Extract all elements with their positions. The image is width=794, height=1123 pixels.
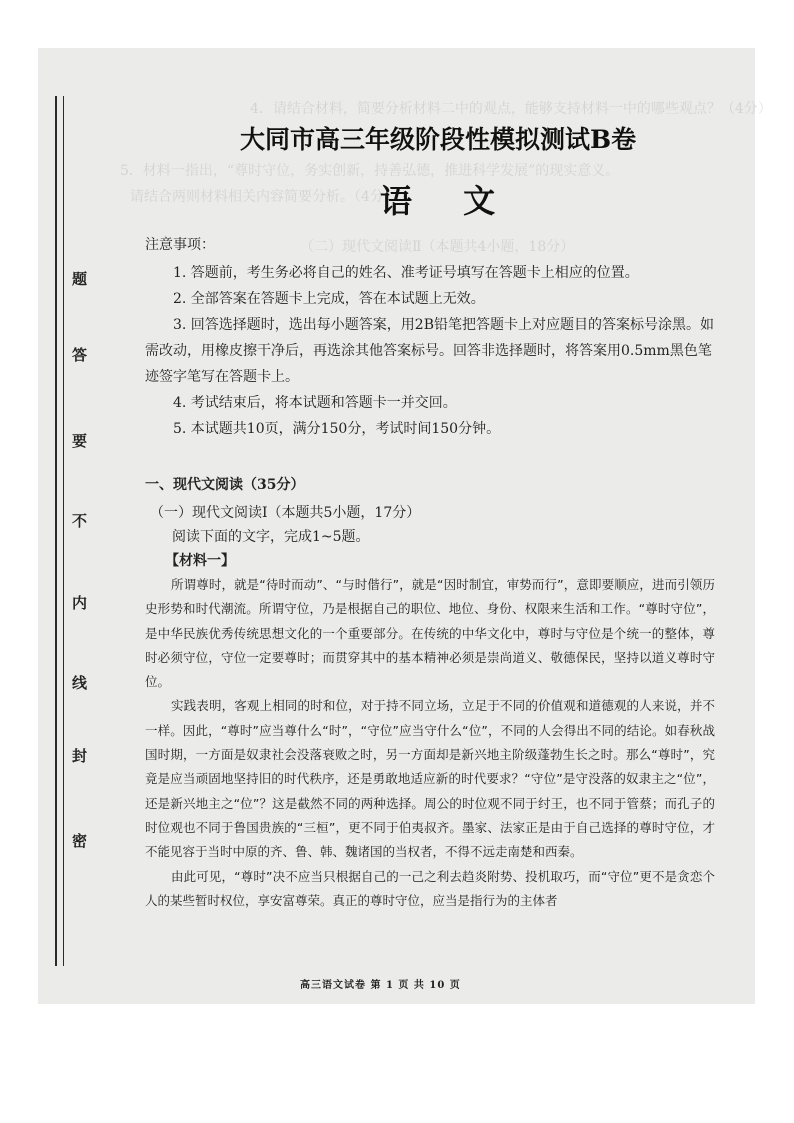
notice-item: 2. 全部答案在答题卡上完成，答在本试题上无效。 xyxy=(173,291,485,307)
material-label: 【材料一】 xyxy=(165,553,235,569)
margin-label: 答 xyxy=(72,346,88,364)
notice-item: 4. 考试结束后，将本试题和答题卡一并交回。 xyxy=(173,395,457,411)
notice-list xyxy=(145,260,723,442)
margin-label: 要 xyxy=(72,432,88,450)
margin-label: 不 xyxy=(72,512,88,530)
exam-title: 大同市高三年级阶段性模拟测试B卷 xyxy=(240,125,637,154)
notice-item: 5. 本试题共10页，满分150分，考试时间150分钟。 xyxy=(173,421,501,437)
reading-passage xyxy=(145,573,715,913)
passage-paragraph: 由此可见，“尊时”决不应当只根据自己的一己之利去趋炎附势、投机取巧，而“守位”更不是贪恋个人的某些暂时权位，享安富尊荣。真正的尊时守位，应当是指行为的主体者 xyxy=(145,868,715,908)
margin-label: 封 xyxy=(72,747,88,765)
subject-title: 语 文 xyxy=(380,182,516,220)
margin-label: 题 xyxy=(72,270,88,288)
bleed-text: 5．材料一指出，“尊时守位，务实创新，持善弘德，推进科学发展”的现实意义。 xyxy=(120,163,620,179)
margin-label: 密 xyxy=(72,832,88,850)
bleed-text: 请结合两则材料相关内容简要分析。（4分） xyxy=(130,189,398,205)
notice-heading: 注意事项： xyxy=(145,237,215,253)
margin-label: 内 xyxy=(72,594,88,612)
notice-item: 1. 答题前，考生务必将自己的姓名、准考证号填写在答题卡上相应的位置。 xyxy=(173,265,639,281)
notice-item: 3. 回答选择题时，选出每小题答案，用2B铅笔把答题卡上对应题目的答案标号涂黑。如需改动，用橡皮擦干净后，再选涂其他答案标号。回答非选择题时，将答案用0.5mm黑色笔迹签字笔写在答题卡上。 xyxy=(145,317,715,385)
passage-paragraph: 所谓尊时，就是“待时而动”、“与时偕行”，就是“因时制宜，审势而行”，意即要顺应，进而引领历史形势和时代潮流。所谓守位，乃是根据自己的职位、地位、身份、权限来生活和工作。“尊时守位”，是中华民族优秀传统思想文化的一个重要部分。在传统的中华文化中，尊时与守位是个统一的整体，尊时必须守位，守位一定要尊时；而贯穿其中的基本精神必须是崇尚道义、敬德保民，坚持以道义尊时守位。 xyxy=(145,577,715,690)
page-footer: 高三语文试卷 第 1 页 共 10 页 xyxy=(300,980,461,991)
section-title: 一、现代文阅读（35分） xyxy=(145,477,305,493)
bleed-text: （二）现代文阅读Ⅱ（本题共4小题，18分） xyxy=(300,239,575,255)
reading-instruction: 阅读下面的文字，完成1~5题。 xyxy=(172,529,370,545)
subsection-title: （一）现代文阅读Ⅰ（本题共5小题，17分） xyxy=(150,505,421,521)
passage-paragraph: 实践表明，客观上相同的时和位，对于持不同立场，立足于不同的价值观和道德观的人来说，并不一样。因此，“尊时”应当尊什么“时”，“守位”应当守什么“位”，不同的人会得出不同的结论。如春秋战国时期，一方面是奴隶社会没落衰败之时，另一方面却是新兴地主阶级蓬勃生长之时。那么“尊时”，究竟是应当顽固地坚持旧的时代秩序，还是勇敢地适应新的时代要求？“守位”是守没落的奴隶主之“位”，还是新兴地主之“位”？这是截然不同的两种选择。周公的时位观不同于纣王，也不同于管蔡；而孔子的时位观也不同于鲁国贵族的“三桓”，更不同于伯夷叔齐。墨家、法家正是由于自己选择的尊时守位，才不能见容于当时中原的齐、鲁、韩、魏诸国的当权者，不得不远走南楚和西秦。 xyxy=(145,698,715,860)
margin-label: 线 xyxy=(72,674,88,692)
binding-line xyxy=(55,96,57,966)
binding-line-inner xyxy=(63,96,64,966)
bleed-text: 4．请结合材料，简要分析材料二中的观点，能够支持材料一中的哪些观点？（4分） xyxy=(250,101,772,117)
